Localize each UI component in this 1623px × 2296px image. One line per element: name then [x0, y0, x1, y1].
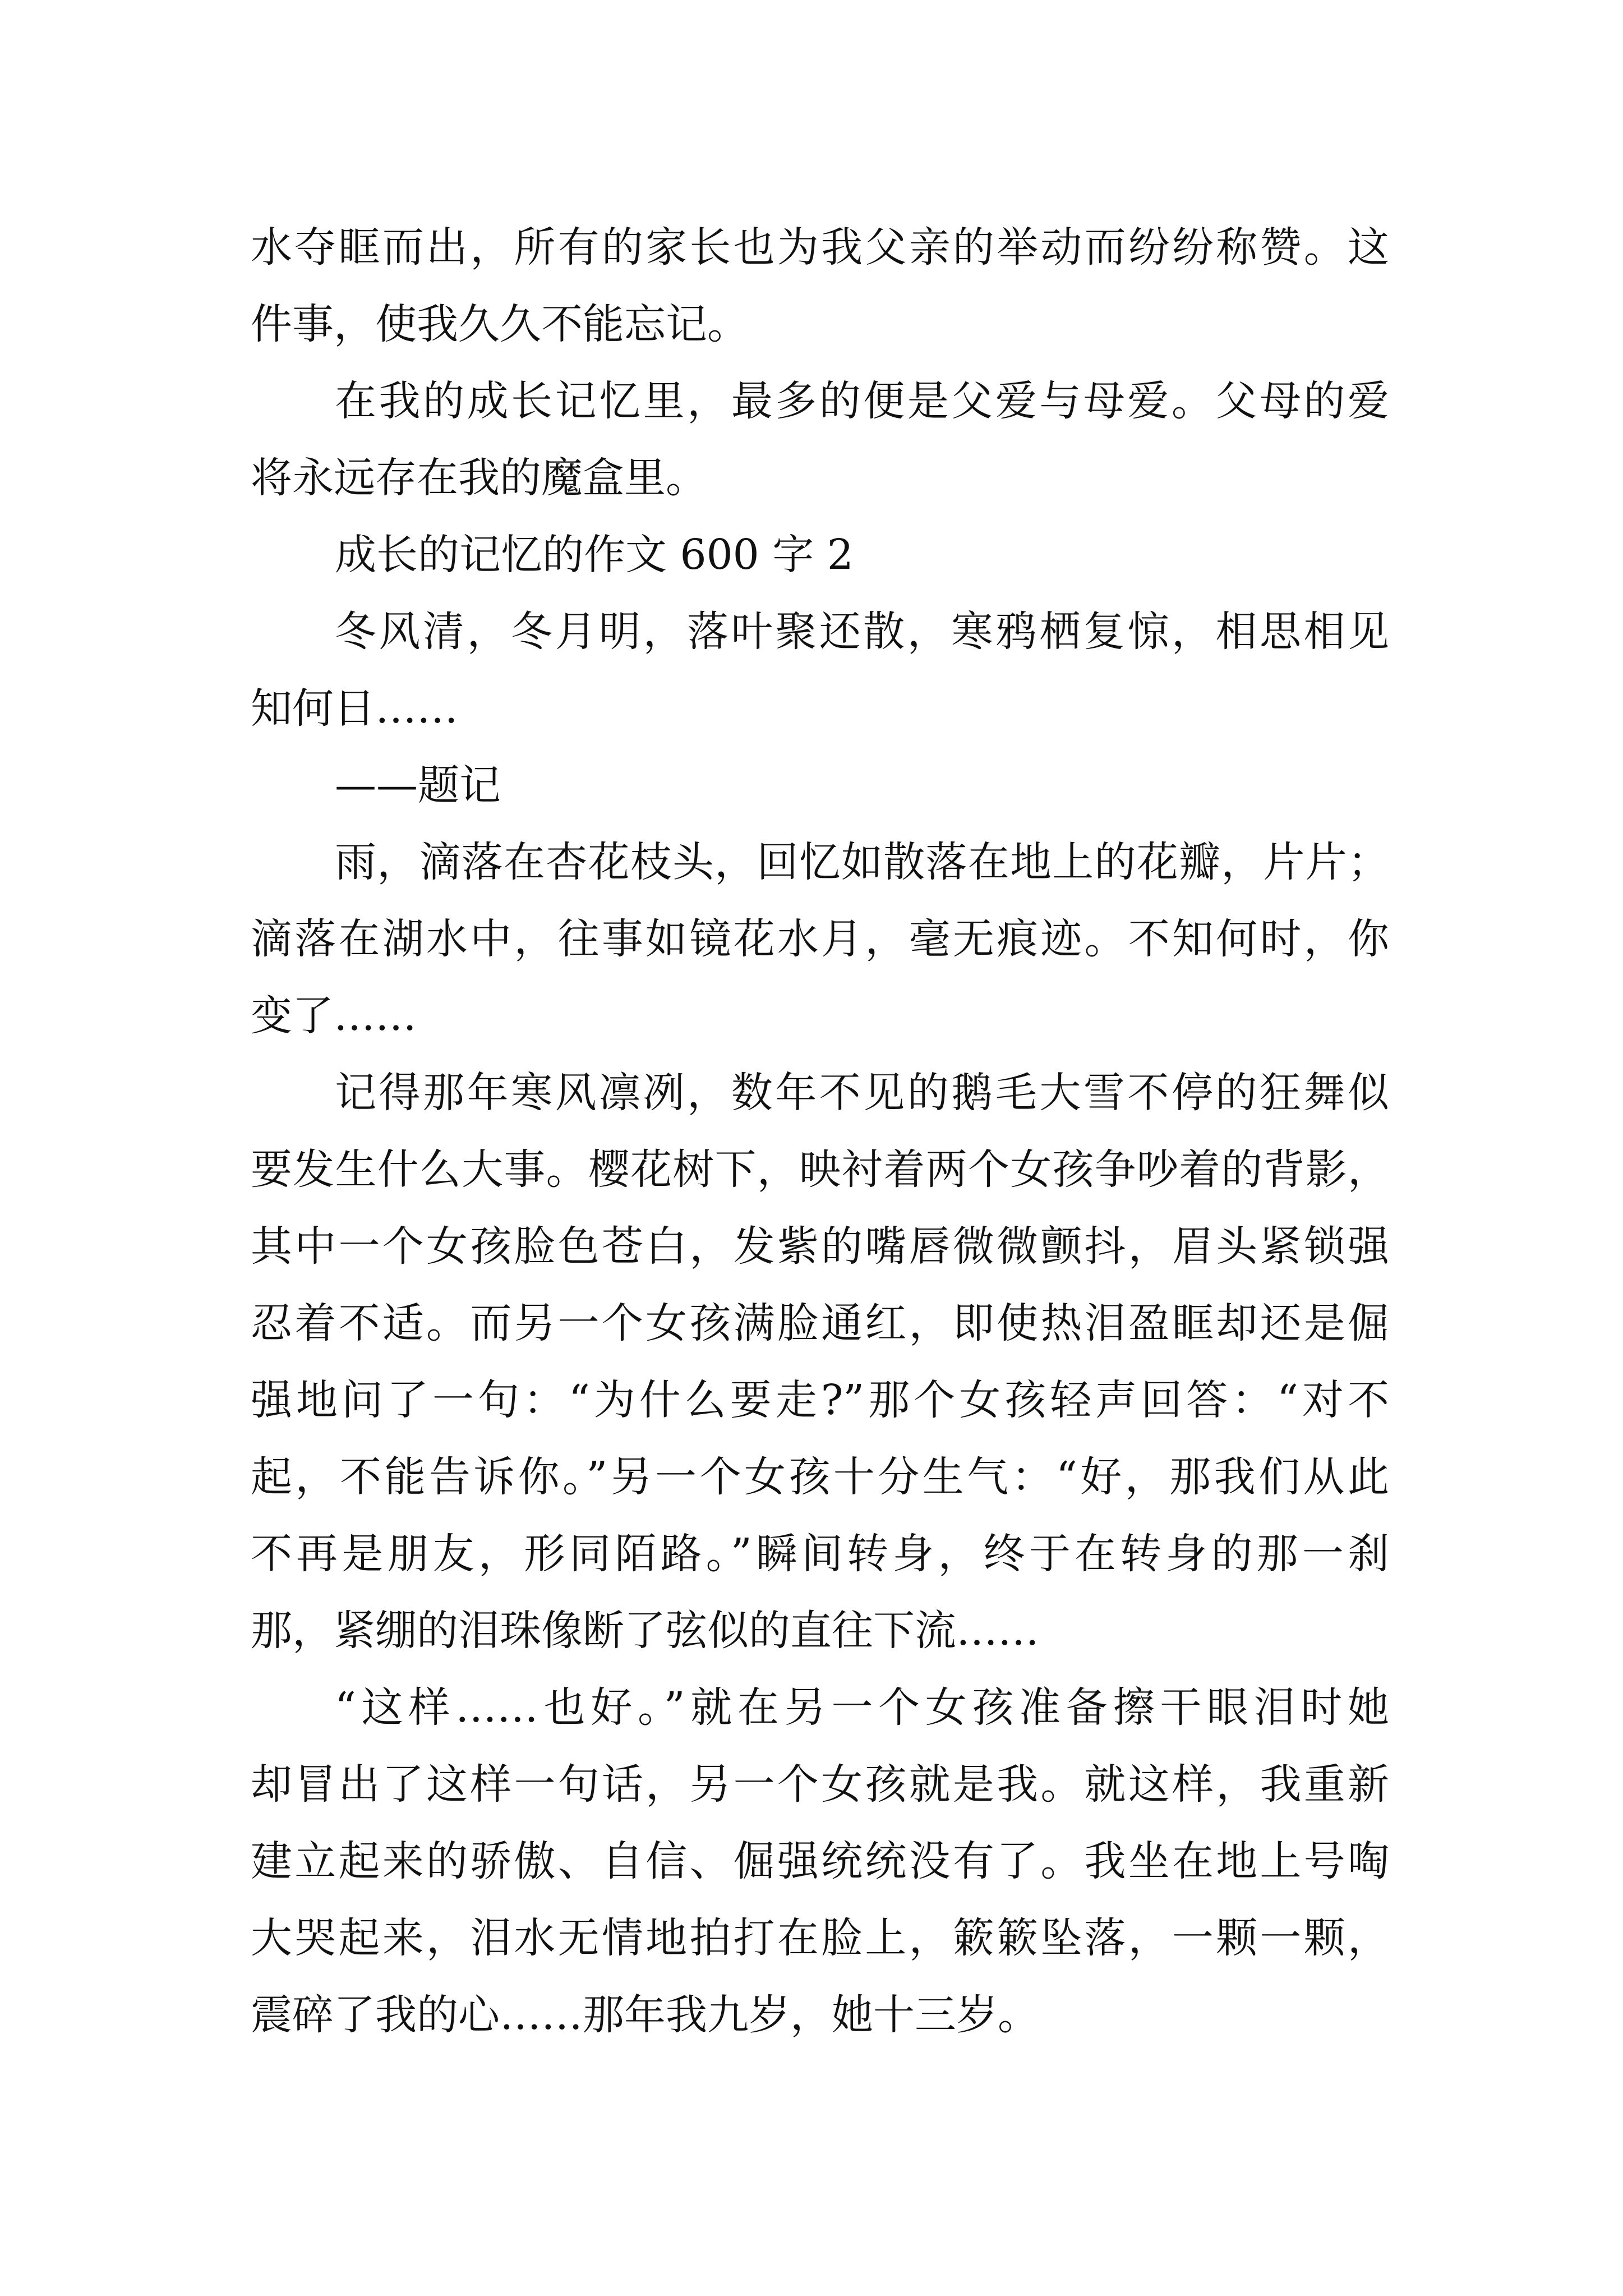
text-line: 却冒出了这样一句话，另一个女孩就是我。就这样，我重新 — [251, 1760, 1389, 1809]
text-line: 知何日…… — [251, 684, 458, 733]
epigraph — [251, 593, 1389, 747]
paragraph — [251, 1669, 1389, 2054]
text-line: 强地问了一句：“为什么要走?”那个女孩轻声回答：“对不 — [251, 1376, 1389, 1424]
text-line: “这样……也好。”就在另一个女孩准备擦干眼泪时她 — [335, 1683, 1389, 1732]
text-line: 其中一个女孩脸色苍白，发紫的嘴唇微微颤抖，眉头紧锁强 — [251, 1222, 1389, 1271]
text-line: 震碎了我的心……那年我九岁，她十三岁。 — [251, 1991, 1039, 2039]
text-line: 建立起来的骄傲、自信、倔强统统没有了。我坐在地上号啕 — [251, 1837, 1389, 1885]
text-line: 那，紧绷的泪珠像断了弦似的直往下流…… — [251, 1607, 1039, 1655]
text-line: 将永远存在我的魔盒里。 — [251, 454, 707, 502]
text-line: 记得那年寒风凛冽，数年不见的鹅毛大雪不停的狂舞似 — [335, 1069, 1389, 1117]
text-line: 水夺眶而出，所有的家长也为我父亲的举动而纷纷称赞。这 — [251, 223, 1389, 272]
text-line: 在我的成长记忆里，最多的便是父爱与母爱。父母的爱 — [335, 377, 1389, 425]
paragraph — [251, 824, 1389, 1055]
text-line: 雨，滴落在杏花枝头，回忆如散落在地上的花瓣，片片； — [335, 838, 1389, 886]
epigraph-source-text: ——题记 — [335, 761, 501, 809]
section-title — [251, 517, 1389, 593]
text-line: 不再是朋友，形同陌路。”瞬间转身，终于在转身的那一刹 — [251, 1530, 1389, 1578]
text-line: 滴落在湖水中，往事如镜花水月，毫无痕迹。不知何时，你 — [251, 915, 1389, 963]
section-title-text: 成长的记忆的作文 600 字 2 — [335, 531, 854, 579]
text-line: 冬风清，冬月明，落叶聚还散，寒鸦栖复惊，相思相见 — [335, 608, 1389, 656]
paragraph — [251, 1055, 1389, 1669]
text-line: 忍着不适。而另一个女孩满脸通红，即使热泪盈眶却还是倔 — [251, 1299, 1389, 1347]
text-line: 要发生什么大事。樱花树下，映衬着两个女孩争吵着的背影， — [251, 1145, 1389, 1194]
text-line: 大哭起来，泪水无情地拍打在脸上，簌簌坠落，一颗一颗， — [251, 1914, 1389, 1962]
text-line: 变了…… — [251, 992, 417, 1040]
text-line: 件事，使我久久不能忘记。 — [251, 300, 749, 348]
paragraph — [251, 209, 1389, 363]
epigraph-source — [251, 747, 1389, 824]
document-body — [251, 209, 1389, 2054]
paragraph — [251, 363, 1389, 517]
text-line: 起，不能告诉你。”另一个女孩十分生气：“好，那我们从此 — [251, 1453, 1389, 1501]
